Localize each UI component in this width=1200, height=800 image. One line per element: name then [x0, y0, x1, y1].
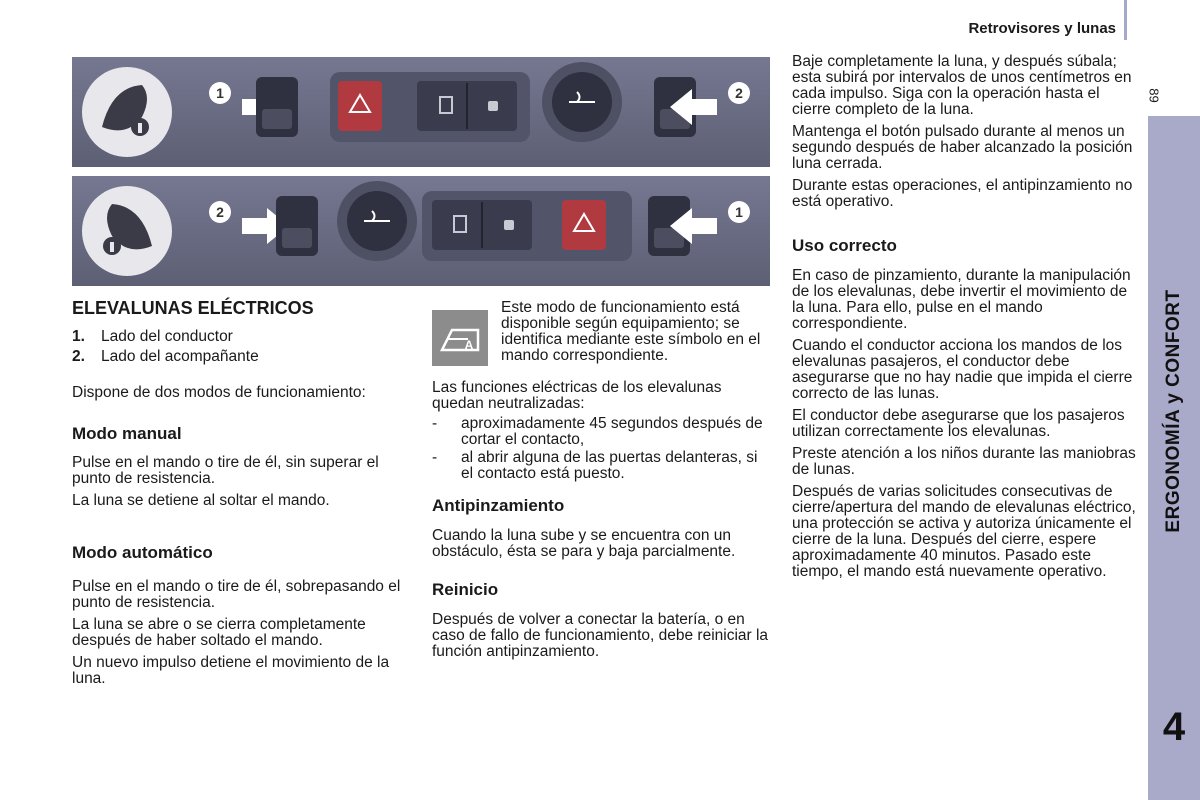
correct-use-text: Cuando el conductor acciona los mandos de los elevalunas pasajeros, el conductor debe asegurarse que no hay nadie que impida el cierre correcto de las lunas. — [792, 337, 1133, 402]
photo-window-switches-driver — [72, 57, 770, 167]
list-item: 2. Lado del acompañante — [72, 348, 259, 365]
correct-use-text: El conductor debe asegurarse que los pasajeros utilizan correctamente los elevalunas. — [792, 407, 1125, 440]
neutral-conditions-list — [432, 416, 772, 482]
reset-procedure-text: Durante estas operaciones, el antipinzamiento no está operativo. — [792, 177, 1133, 210]
reset-text: Después de volver a conectar la batería, o en caso de fallo de funcionamiento, debe reiniciar la función antipinzamiento. — [432, 611, 769, 660]
section-title: Retrovisores y lunas — [968, 20, 1116, 37]
page-number: 89 — [1146, 88, 1162, 103]
auto-mode-heading: Modo automático — [72, 543, 213, 562]
hazard-button — [338, 81, 382, 131]
correct-use-text: En caso de pinzamiento, durante la manipulación de los elevalunas, debe invertir el movimiento de la luna. Para ello, pulse en el mando correspondiente. — [792, 267, 1131, 332]
callout-number: 2 — [216, 204, 224, 220]
intro-paragraph: Dispone de dos modos de funcionamiento: — [72, 384, 366, 401]
correct-use-text: Preste atención a los niños durante las maniobras de lunas. — [792, 445, 1136, 478]
auto-mode-text: Pulse en el mando o tire de él, sobrepasando el punto de resistencia. — [72, 578, 401, 611]
column-1 — [72, 298, 412, 693]
correct-use-text: Después de varias solicitudes consecutivas de cierre/apertura del mando de elevalunas eléctrico, una protección se activa y autoriza únicamente el cierre de la luna. Después del cierre, espere aproximadamente 40 minutos. Pasado este tiempo, el mando está nuevamente operativo. — [792, 483, 1136, 580]
list-item: - aproximadamente 45 segundos después de cortar el contacto, — [432, 415, 763, 448]
reset-heading: Reinicio — [432, 580, 499, 599]
svg-text:A: A — [464, 338, 474, 352]
photo-window-switches-passenger — [72, 176, 770, 286]
manual-mode-text: La luna se detiene al soltar el mando. — [72, 492, 330, 509]
door-icon-badge — [82, 186, 172, 276]
auto-mode-text: Un nuevo impulso detiene el movimiento de la luna. — [72, 654, 390, 687]
manual-mode-text: Pulse en el mando o tire de él, sin superar el punto de resistencia. — [72, 454, 379, 487]
chapter-number: 4 — [1162, 705, 1186, 749]
auto-mode-text: La luna se abre o se cierra completamente después de haber soltado el mando. — [72, 616, 366, 649]
equipment-note — [432, 300, 772, 366]
list-item: 1. Lado del conductor — [72, 328, 233, 345]
note-text: Este modo de funcionamiento está disponible según equipamiento; se identifica mediante este símbolo en el mando correspondiente. — [501, 299, 761, 364]
manual-mode-heading: Modo manual — [72, 424, 182, 443]
neutral-intro: Las funciones eléctricas de los elevalunas quedan neutralizadas: — [432, 379, 722, 412]
reset-procedure-text: Baje completamente la luna, y después súbala; esta subirá por intervalos de unos centímetros en cada impulso. Siga con la operación hasta el cierre completo de la luna. — [792, 53, 1132, 118]
hazard-button — [562, 200, 606, 250]
callout-number: 1 — [735, 204, 743, 220]
auto-window-symbol-icon — [432, 310, 488, 366]
reset-procedure-text: Mantenga el botón pulsado durante al menos un segundo después de haber alcanzado la posición luna cerrada. — [792, 123, 1133, 172]
callout-number: 1 — [216, 85, 224, 101]
column-3 — [792, 54, 1137, 586]
door-icon-badge — [82, 67, 172, 157]
column-2 — [432, 300, 772, 666]
list-item: - al abrir alguna de las puertas delanteras, si el contacto está puesto. — [432, 449, 758, 482]
callout-number: 2 — [735, 85, 743, 101]
correct-use-heading: Uso correcto — [792, 236, 897, 255]
side-legend-list — [72, 329, 412, 365]
header-rule — [1124, 0, 1127, 40]
antipinch-heading: Antipinzamiento — [432, 496, 565, 515]
antipinch-text: Cuando la luna sube y se encuentra con un obstáculo, ésta se para y baja parcialmente. — [432, 527, 736, 560]
section-heading: ELEVALUNAS ELÉCTRICOS — [72, 298, 314, 318]
